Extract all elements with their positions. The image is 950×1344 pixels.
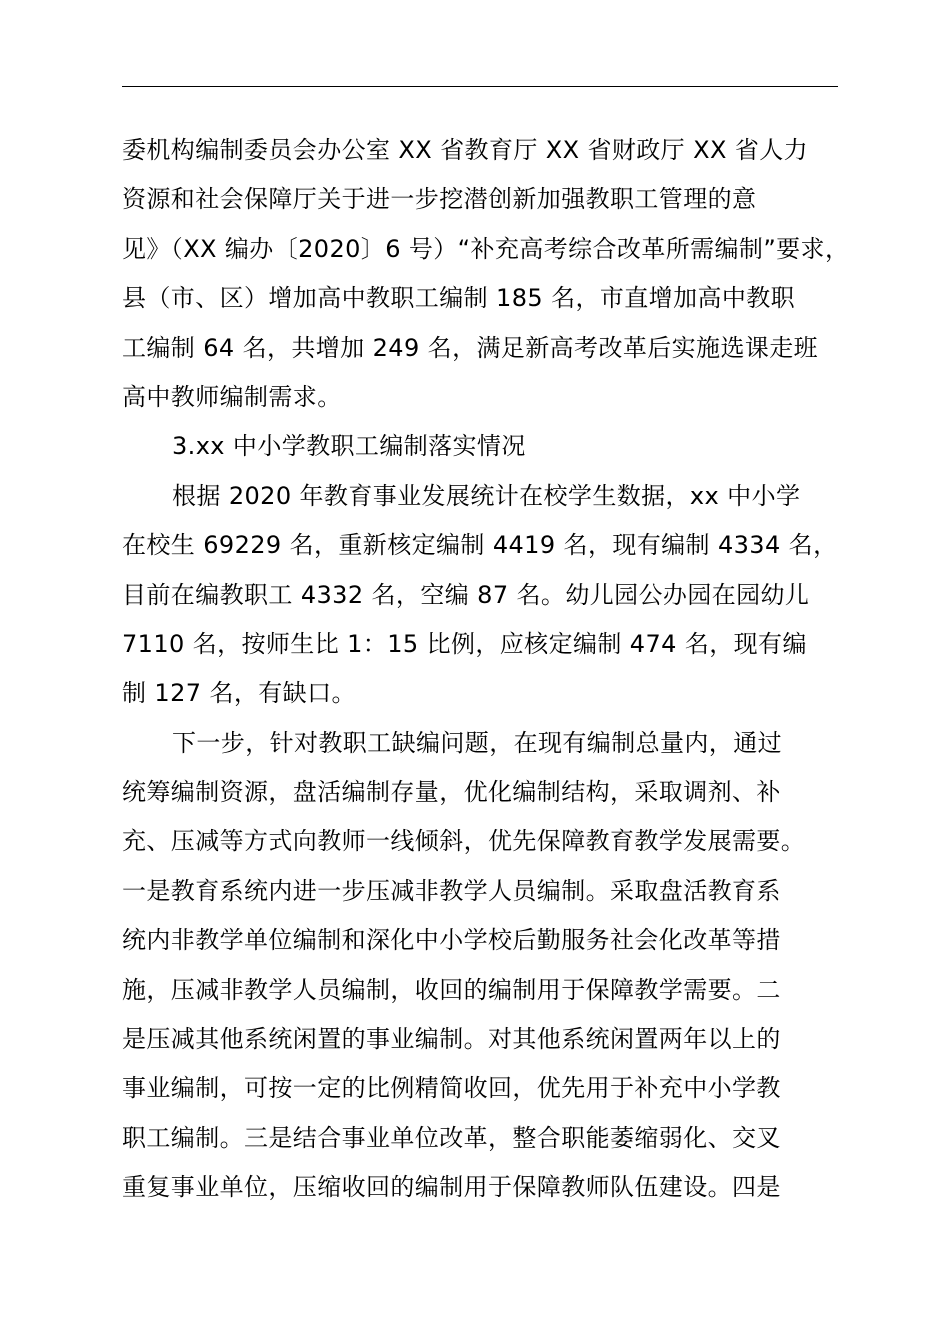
text-line-20: 事业编制，可按一定的比例精简收回，优先用于补充中小学教 [122, 1074, 781, 1103]
text-line-13: 下一步，针对教职工缺编问题，在现有编制总量内，通过 [172, 728, 782, 757]
text-line-1: 委机构编制委员会办公室 XX 省教育厅 XX 省财政厅 XX 省人力 [122, 136, 809, 164]
document-body [122, 126, 862, 1213]
text-line-19: 是压减其他系统闲置的事业编制。对其他系统闲置两年以上的 [122, 1025, 781, 1054]
text-line-18: 施，压减非教学人员编制，收回的编制用于保障教学需要。二 [122, 975, 781, 1004]
text-line-4: 县（市、区）增加高中教职工编制 185 名，市直增加高中教职 [122, 284, 796, 313]
text-line-22: 重复事业单位，压缩收回的编制用于保障教师队伍建设。四是 [122, 1173, 781, 1202]
text-line-17: 统内非教学单位编制和深化中小学校后勤服务社会化改革等措 [122, 926, 781, 955]
text-line-16: 一是教育系统内进一步压减非教学人员编制。采取盘活教育系 [122, 876, 781, 905]
text-line-3: 见》（XX 编办〔2020〕6 号）“补充高考综合改革所需编制”要求， [122, 234, 850, 263]
text-line-9: 在校生 69229 名，重新核定编制 4419 名，现有编制 4334 名， [122, 531, 838, 560]
text-line-14: 统筹编制资源，盘活编制存量，优化编制结构，采取调剂、补 [122, 778, 781, 807]
text-line-6: 高中教师编制需求。 [122, 382, 342, 411]
text-line-5: 工编制 64 名，共增加 249 名，满足新高考改革后实施选课走班 [122, 333, 819, 362]
text-line-11: 7110 名，按师生比 1：15 比例，应核定编制 474 名，现有编 [122, 629, 807, 658]
header-rule [122, 86, 838, 87]
text-line-8: 根据 2020 年教育事业发展统计在校学生数据，xx 中小学 [172, 481, 801, 510]
text-line-15: 充、压减等方式向教师一线倾斜，优先保障教育教学发展需要。 [122, 827, 806, 856]
text-line-2: 资源和社会保障厅关于进一步挖潜创新加强教职工管理的意 [122, 185, 757, 214]
text-line-10: 目前在编教职工 4332 名，空编 87 名。幼儿园公办园在园幼儿 [122, 580, 810, 609]
text-line-12: 制 127 名，有缺口。 [122, 679, 356, 708]
text-line-21: 职工编制。三是结合事业单位改革，整合职能萎缩弱化、交叉 [122, 1123, 781, 1152]
section-heading: 3.xx 中小学教职工编制落实情况 [172, 432, 526, 461]
